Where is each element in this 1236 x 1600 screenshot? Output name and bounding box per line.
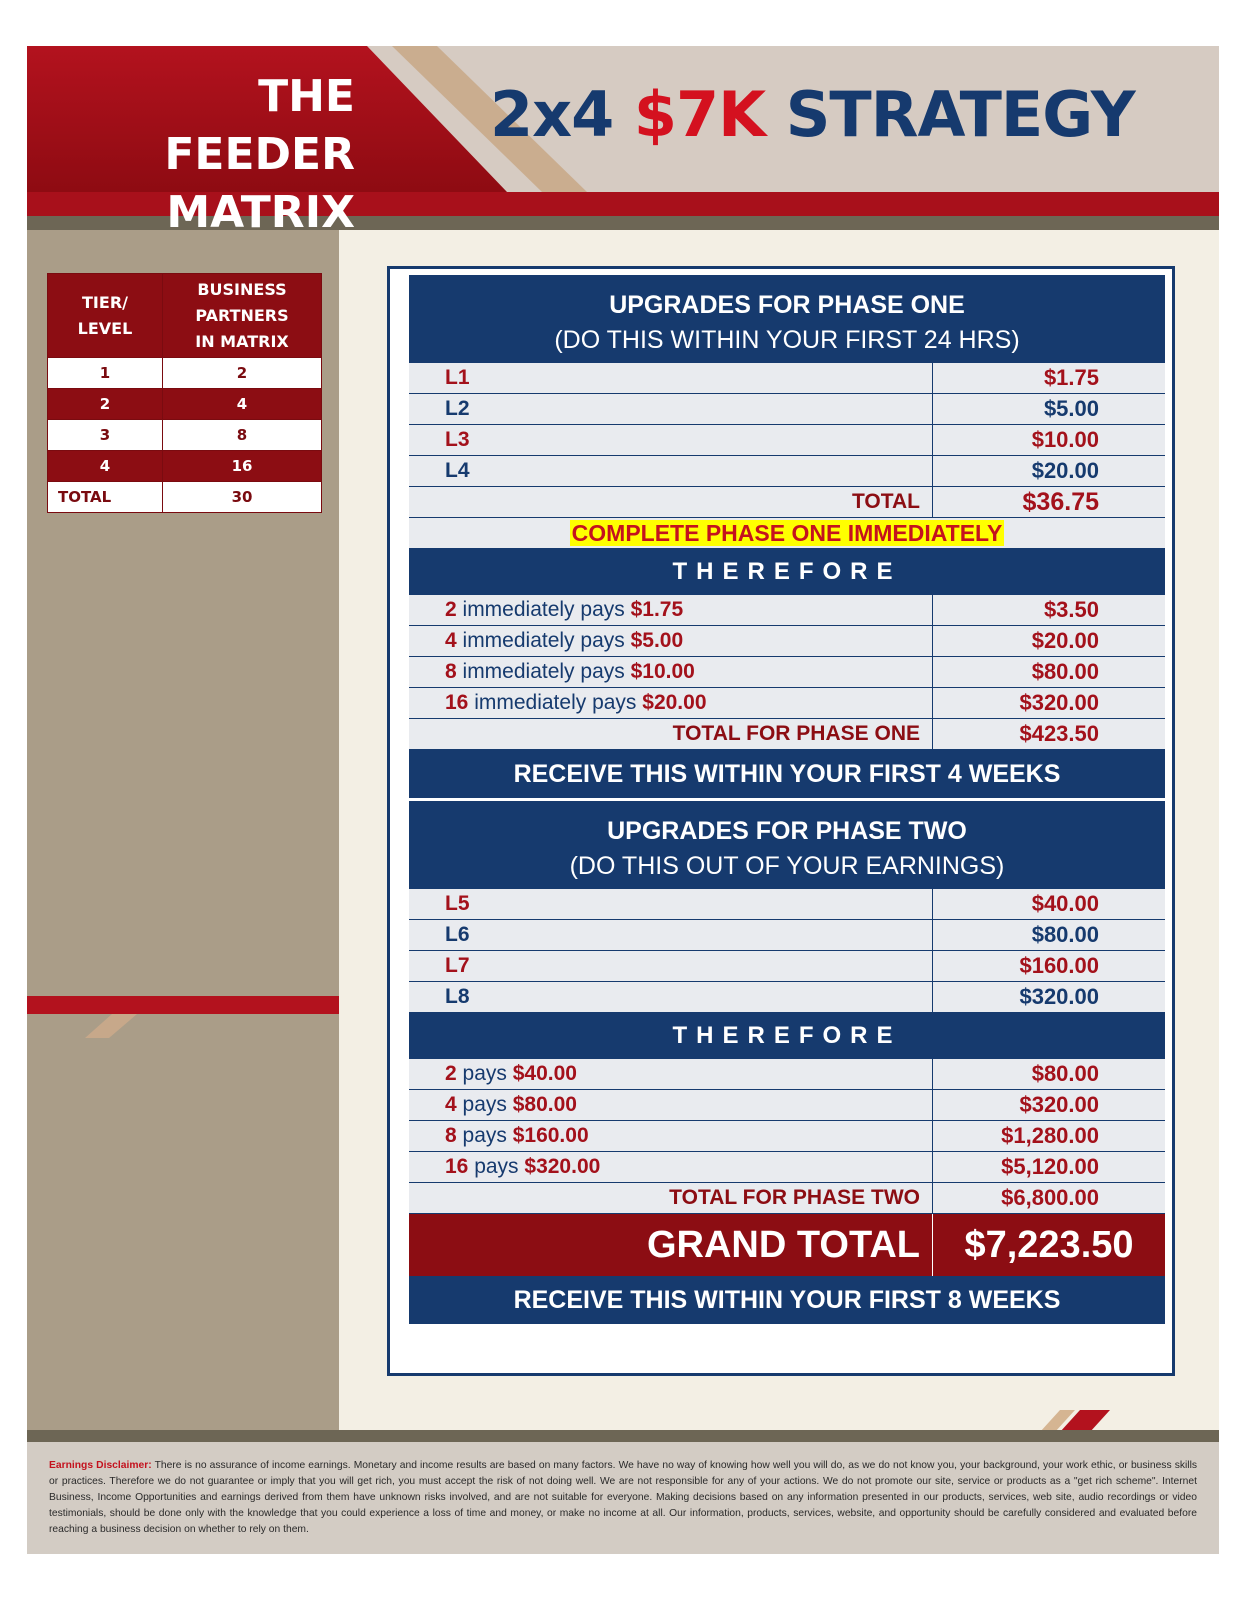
phase-total-label: TOTAL FOR PHASE ONE (409, 719, 933, 749)
payment-count: 8 (445, 1124, 457, 1147)
table-row (409, 1059, 1165, 1090)
payment-price: $1.75 (630, 598, 684, 621)
phase-one-grand-row (409, 719, 1165, 750)
table-row (409, 951, 1165, 982)
level-label: L1 (409, 363, 933, 393)
payment-price: $20.00 (642, 691, 707, 714)
payment-price: $40.00 (512, 1062, 577, 1085)
bottom-olive-bar (27, 1430, 1219, 1442)
tier-partners: 4 (163, 389, 322, 420)
payment-desc (409, 626, 933, 656)
table-row (409, 1152, 1165, 1183)
payment-amount: $1,280.00 (1001, 1123, 1099, 1148)
tier-header-partners-line-1: BUSINESS (197, 279, 287, 299)
payment-desc (409, 688, 933, 718)
strategy-panel (387, 266, 1175, 1376)
phase-one-header (409, 275, 1165, 363)
payment-desc (409, 657, 933, 687)
therefore-heading: THEREFORE (409, 1013, 1165, 1059)
tier-partners: 2 (163, 358, 322, 389)
phase-two-title: UPGRADES FOR PHASE TWO (607, 817, 967, 845)
payment-amount: $320.00 (1019, 690, 1099, 715)
level-amount: $5.00 (1043, 396, 1099, 421)
brand-title (60, 68, 355, 242)
tier-table-header (48, 274, 322, 358)
payment-count: 16 (445, 691, 469, 714)
phase-two-header (409, 801, 1165, 889)
payment-desc (409, 1090, 933, 1120)
payment-price: $5.00 (630, 629, 684, 652)
payment-price: $80.00 (512, 1093, 577, 1116)
phase-one-title: UPGRADES FOR PHASE ONE (609, 291, 965, 319)
level-label: L4 (409, 456, 933, 486)
level-label: L5 (409, 889, 933, 919)
total-label: TOTAL (409, 487, 933, 517)
level-amount: $80.00 (1031, 922, 1099, 947)
payment-desc (409, 595, 933, 625)
payment-count: 16 (445, 1155, 469, 1178)
table-row (48, 420, 322, 451)
disclaimer-text: There is no assurance of income earnings. Monetary and income results are based on many factors. We have no way of knowing how well you will do, as we do not know you, your background, your work ethic, or business skills or practices. Therefore we do not guarantee or imply that you will get rich, you must accept the risk of not doing well. We are not responsible for any of your actions. We do not promote our site, service or products as a "get rich scheme". Internet Business, Income Opportunities and earnings derived from them have unknown risks involved, and are not suitable for everyone. Making decisions based on any information presented in our products, services, web site, audio recordings or video testimonials, should be done only with the knowledge that you could experience a loss of time and money, or make no income at all. Our information, products, services, website, and opportunity should be carefully considered and evaluated before reaching a business decision on whether to rely on them. (49, 1460, 1198, 1535)
table-row (409, 1121, 1165, 1152)
table-row (409, 889, 1165, 920)
title-part-1: 2x4 (490, 78, 634, 151)
table-row (409, 626, 1165, 657)
phase-two-subtitle: (DO THIS OUT OF YOUR EARNINGS) (569, 852, 1005, 880)
table-row (48, 482, 322, 513)
level-amount: $1.75 (1043, 365, 1099, 390)
complete-notice (409, 518, 1165, 549)
tier-header-level-line-1: TIER/ (82, 292, 128, 312)
table-row (409, 657, 1165, 688)
tier-total-label: TOTAL (48, 482, 163, 513)
tier-level: 1 (48, 358, 163, 389)
level-label: L3 (409, 425, 933, 455)
payment-text: immediately pays (456, 660, 631, 683)
payment-text: pays (456, 1062, 513, 1085)
tier-total-value: 30 (163, 482, 322, 513)
disclaimer-label: Earnings Disclaimer: (49, 1460, 152, 1471)
tier-level: 4 (48, 451, 163, 482)
payment-count: 4 (445, 1093, 457, 1116)
tier-table (47, 273, 322, 513)
payment-count: 2 (445, 1062, 457, 1085)
tier-header-partners-line-3: IN MATRIX (195, 331, 289, 351)
payment-text: pays (468, 1155, 525, 1178)
payment-price: $320.00 (524, 1155, 601, 1178)
phase-one-box (409, 275, 1165, 798)
table-row (409, 1090, 1165, 1121)
tier-partners: 8 (163, 420, 322, 451)
payment-amount: $3.50 (1043, 597, 1099, 622)
level-amount: $320.00 (1019, 984, 1099, 1009)
phase-two-box (409, 801, 1165, 1324)
phase-two-total-row (409, 1183, 1165, 1214)
earnings-disclaimer (27, 1442, 1219, 1554)
table-row (409, 595, 1165, 626)
level-label: L7 (409, 951, 933, 981)
table-row (48, 451, 322, 482)
payment-amount: $5,120.00 (1001, 1154, 1099, 1179)
phase-one-subtitle: (DO THIS WITHIN YOUR FIRST 24 HRS) (554, 326, 1020, 354)
table-row (48, 389, 322, 420)
complete-notice-text: COMPLETE PHASE ONE IMMEDIATELY (571, 520, 1003, 546)
payment-text: pays (456, 1124, 513, 1147)
table-row (409, 456, 1165, 487)
level-label: L2 (409, 394, 933, 424)
level-amount: $40.00 (1031, 891, 1099, 916)
page-title (490, 78, 1150, 151)
tier-level: 2 (48, 389, 163, 420)
tier-header-level-line-2: LEVEL (77, 318, 133, 338)
total-amount: $36.75 (1022, 488, 1099, 516)
tier-header-partners-line-2: PARTNERS (195, 305, 289, 325)
payment-text: immediately pays (456, 629, 631, 652)
payment-amount: $80.00 (1031, 659, 1099, 684)
payment-text: immediately pays (468, 691, 643, 714)
table-row (409, 363, 1165, 394)
table-row (409, 920, 1165, 951)
phase-total-amount: $423.50 (1019, 721, 1099, 746)
phase-total-label: TOTAL FOR PHASE TWO (409, 1183, 933, 1213)
payment-price: $10.00 (630, 660, 695, 683)
payment-text: pays (456, 1093, 513, 1116)
payment-amount: $320.00 (1019, 1092, 1099, 1117)
payment-count: 4 (445, 629, 457, 652)
title-part-3: STRATEGY (765, 78, 1135, 151)
level-label: L6 (409, 920, 933, 950)
grand-total-label: GRAND TOTAL (409, 1214, 933, 1276)
table-row (409, 688, 1165, 719)
phase-one-total-row (409, 487, 1165, 518)
tier-level: 3 (48, 420, 163, 451)
payment-amount: $80.00 (1031, 1061, 1099, 1086)
phase-total-amount: $6,800.00 (1001, 1185, 1099, 1210)
grand-total-row (409, 1214, 1165, 1276)
payment-count: 2 (445, 598, 457, 621)
tier-header-level (48, 274, 163, 358)
level-amount: $160.00 (1019, 953, 1099, 978)
left-red-bar (27, 996, 339, 1014)
level-amount: $20.00 (1031, 458, 1099, 483)
title-part-2: $7K (633, 78, 766, 151)
grand-total-amount: $7,223.50 (964, 1224, 1134, 1266)
payment-desc (409, 1121, 933, 1151)
table-row (48, 358, 322, 389)
payment-amount: $20.00 (1031, 628, 1099, 653)
brand-line-1: THE FEEDER (164, 71, 355, 180)
payment-text: immediately pays (456, 598, 631, 621)
payment-count: 8 (445, 660, 457, 683)
table-row (409, 982, 1165, 1013)
level-amount: $10.00 (1031, 427, 1099, 452)
table-row (409, 394, 1165, 425)
tier-partners: 16 (163, 451, 322, 482)
payment-desc (409, 1152, 933, 1182)
level-label: L8 (409, 982, 933, 1012)
payment-price: $160.00 (512, 1124, 589, 1147)
brand-line-2: MATRIX (166, 187, 355, 238)
receive-banner: RECEIVE THIS WITHIN YOUR FIRST 8 WEEKS (409, 1276, 1165, 1324)
therefore-heading: THEREFORE (409, 549, 1165, 595)
payment-desc (409, 1059, 933, 1089)
tier-header-partners (163, 274, 322, 358)
receive-banner: RECEIVE THIS WITHIN YOUR FIRST 4 WEEKS (409, 750, 1165, 798)
table-row (409, 425, 1165, 456)
